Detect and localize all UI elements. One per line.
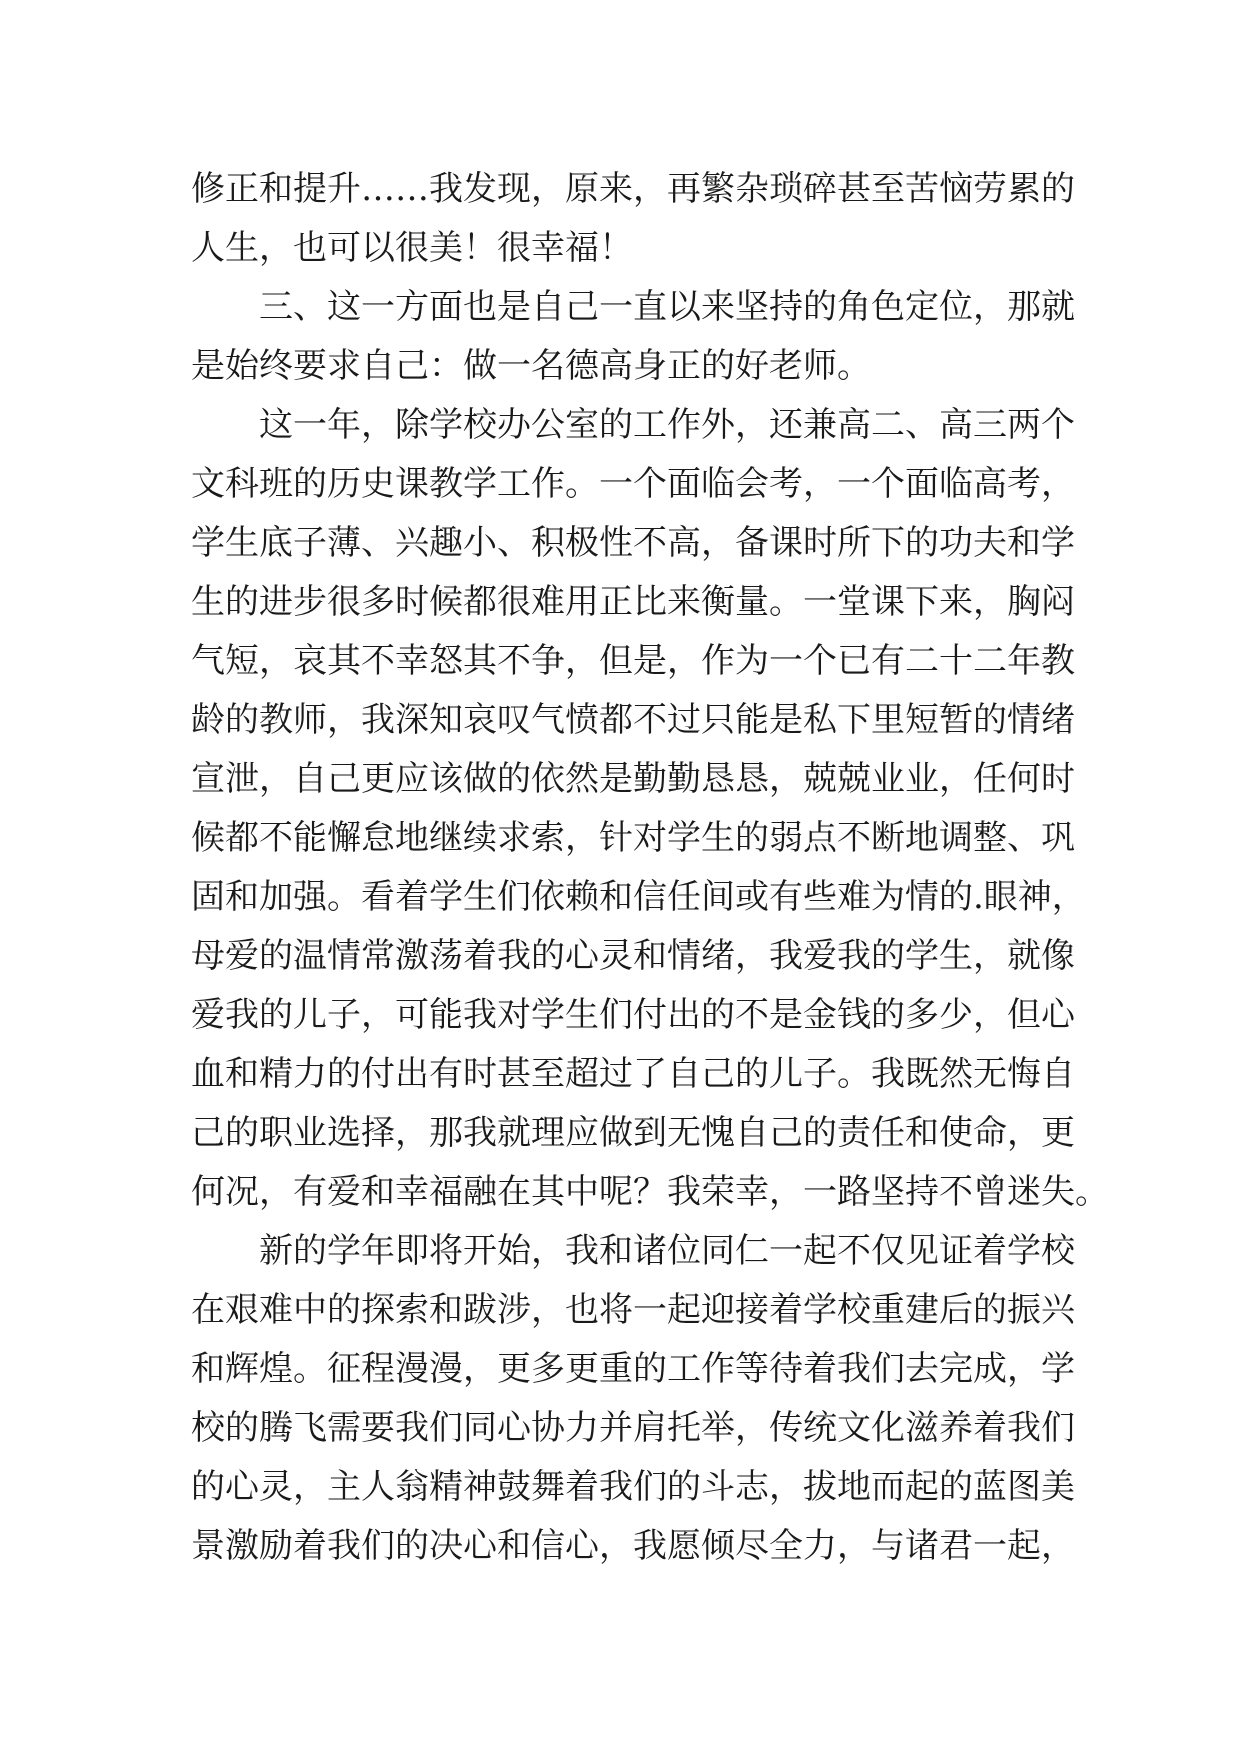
text-line: 宣泄，自己更应该做的依然是勤勤恳恳，兢兢业业，任何时 [191,759,1075,799]
text-line: 人生，也可以很美！很幸福！ [191,228,633,268]
text-line: 龄的教师，我深知哀叹气愤都不过只能是私下里短暂的情绪 [191,700,1075,740]
text-line: 文科班的历史课教学工作。一个面临会考，一个面临高考， [191,464,1075,504]
text-line: 血和精力的付出有时甚至超过了自己的儿子。我既然无悔自 [191,1054,1075,1094]
text-line: 的心灵，主人翁精神鼓舞着我们的斗志，拔地而起的蓝图美 [191,1467,1075,1507]
text-line: 这一年，除学校办公室的工作外，还兼高二、高三两个 [259,405,1075,445]
text-line: 己的职业选择，那我就理应做到无愧自己的责任和使命，更 [191,1113,1075,1153]
text-line: 母爱的温情常激荡着我的心灵和情绪，我爱我的学生，就像 [191,936,1075,976]
text-line: 爱我的儿子，可能我对学生们付出的不是金钱的多少，但心 [191,995,1075,1035]
text-line: 学生底子薄、兴趣小、积极性不高，备课时所下的功夫和学 [191,523,1075,563]
text-line: 何况，有爱和幸福融在其中呢？我荣幸，一路坚持不曾迷失。 [191,1172,1109,1212]
text-line: 校的腾飞需要我们同心协力并肩托举，传统文化滋养着我们 [191,1408,1075,1448]
text-line: 生的进步很多时候都很难用正比来衡量。一堂课下来，胸闷 [191,582,1075,622]
text-line: 修正和提升……我发现，原来，再繁杂琐碎甚至苦恼劳累的 [191,169,1075,209]
text-line: 景激励着我们的决心和信心，我愿倾尽全力，与诸君一起， [191,1526,1075,1566]
text-line: 气短，哀其不幸怒其不争，但是，作为一个已有二十二年教 [191,641,1075,681]
text-line: 是始终要求自己：做一名德高身正的好老师。 [191,346,871,386]
text-line: 固和加强。看着学生们依赖和信任间或有些难为情的.眼神， [191,877,1086,917]
text-line: 候都不能懈怠地继续求索，针对学生的弱点不断地调整、巩 [191,818,1075,858]
text-line: 三、这一方面也是自己一直以来坚持的角色定位，那就 [259,287,1075,327]
text-line: 在艰难中的探索和跋涉，也将一起迎接着学校重建后的振兴 [191,1290,1075,1330]
text-line: 和辉煌。征程漫漫，更多更重的工作等待着我们去完成，学 [191,1349,1075,1389]
text-line: 新的学年即将开始，我和诸位同仁一起不仅见证着学校 [259,1231,1075,1271]
document-body [191,160,1109,1576]
